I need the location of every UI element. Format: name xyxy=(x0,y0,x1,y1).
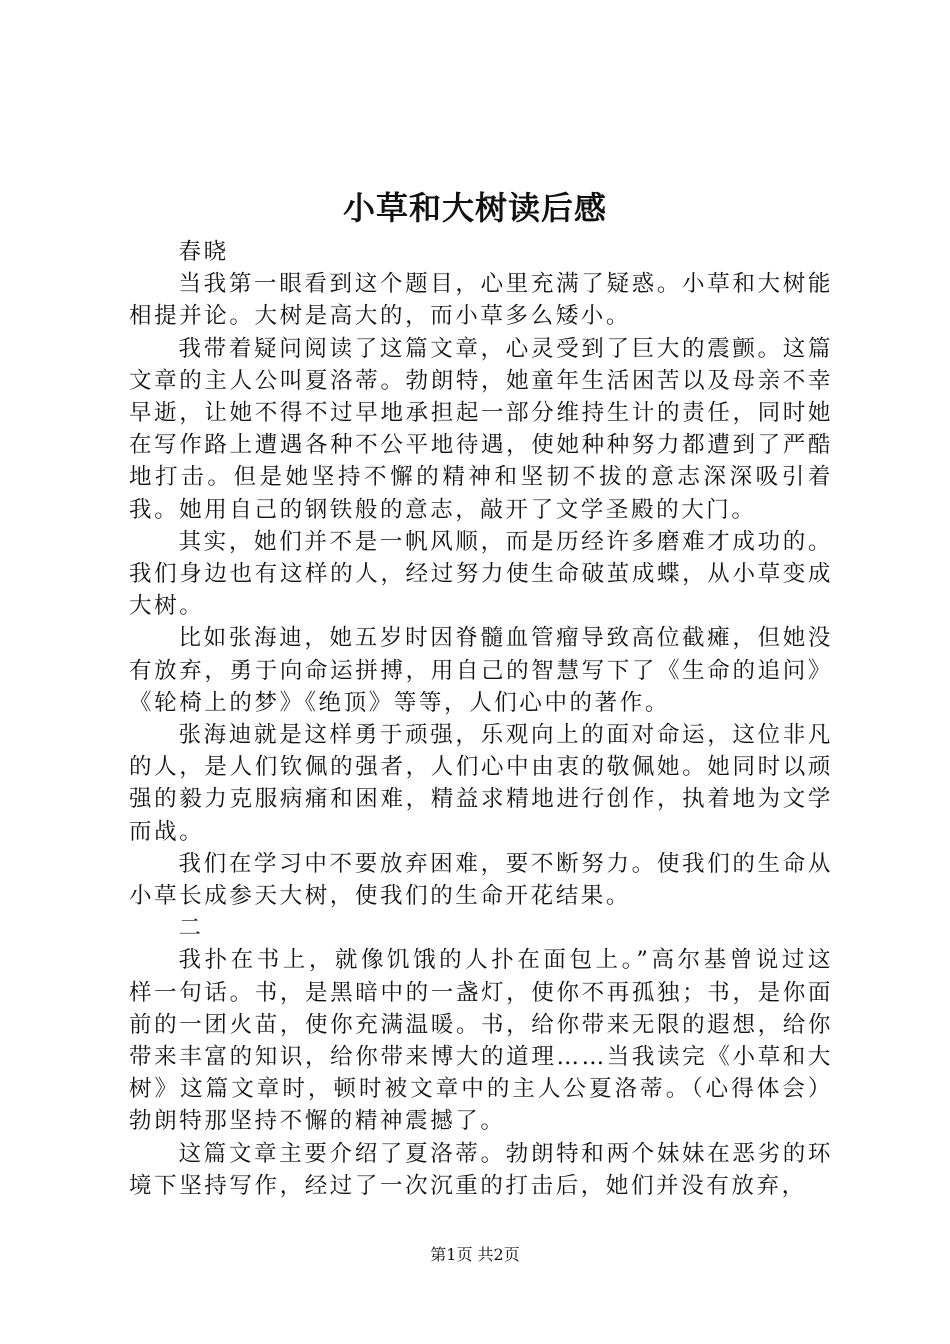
body-paragraph: 我扑在书上，就像饥饿的人扑在面包上。”高尔基曾说过这样一句话。书，是黑暗中的一盏灯，使你不再孤独；书，是你面前的一团火苗，使你充满温暖。书，给你带来无限的遐想，给你带来丰富的知识，给你带来博大的道理……当我读完《小草和大树》这篇文章时，顿时被文章中的主人公夏洛蒂。（心得体会）勃朗特那坚持不懈的精神震撼了。 xyxy=(129,947,833,1135)
body-paragraph: 比如张海迪，她五岁时因脊髓血管瘤导致高位截瘫，但她没有放弃，勇于向命运拼搏，用自己的智慧写下了《生命的追问》《轮椅上的梦》《绝顶》等等，人们心中的著作。 xyxy=(129,625,833,716)
page-footer: 第1页 共2页 xyxy=(430,1245,520,1264)
body-paragraph: 张海迪就是这样勇于顽强，乐观向上的面对命运，这位非凡的人，是人们钦佩的强者，人们心中由衷的敬佩她。她同时以顽强的毅力克服病痛和困难，精益求精地进行创作，执着地为文学而战。 xyxy=(129,722,833,845)
section-marker: 二 xyxy=(178,915,204,942)
document-title: 小草和大树读后感 xyxy=(342,189,607,227)
document-body xyxy=(129,236,833,1202)
body-paragraph: 当我第一眼看到这个题目，心里充满了疑惑。小草和大树能相提并论。大树是高大的，而小草多么矮小。 xyxy=(129,271,833,330)
author-line: 春晓 xyxy=(178,239,229,265)
body-paragraph: 我带着疑问阅读了这篇文章，心灵受到了巨大的震颤。这篇文章的主人公叫夏洛蒂。勃朗特，她童年生活困苦以及母亲不幸早逝，让她不得不过早地承担起一部分维持生计的责任，同时她在写作路上遭遇各种不公平地待遇，使她种种努力都遭到了严酷地打击。但是她坚持不懈的精神和坚韧不拔的意志深深吸引着我。她用自己的钢铁般的意志，敲开了文学圣殿的大门。 xyxy=(129,335,833,523)
body-paragraph: 我们在学习中不要放弃困难，要不断努力。使我们的生命从小草长成参天大树，使我们的生命开花结果。 xyxy=(129,850,833,910)
body-paragraph: 其实，她们并不是一帆风顺，而是历经许多磨难才成功的。我们身边也有这样的人，经过努力使生命破茧成蝶，从小草变成大树。 xyxy=(129,528,833,620)
body-paragraph: 这篇文章主要介绍了夏洛蒂。勃朗特和两个妹妹在恶劣的环境下坚持写作，经过了一次沉重的打击后，她们并没有放弃， xyxy=(129,1140,833,1199)
